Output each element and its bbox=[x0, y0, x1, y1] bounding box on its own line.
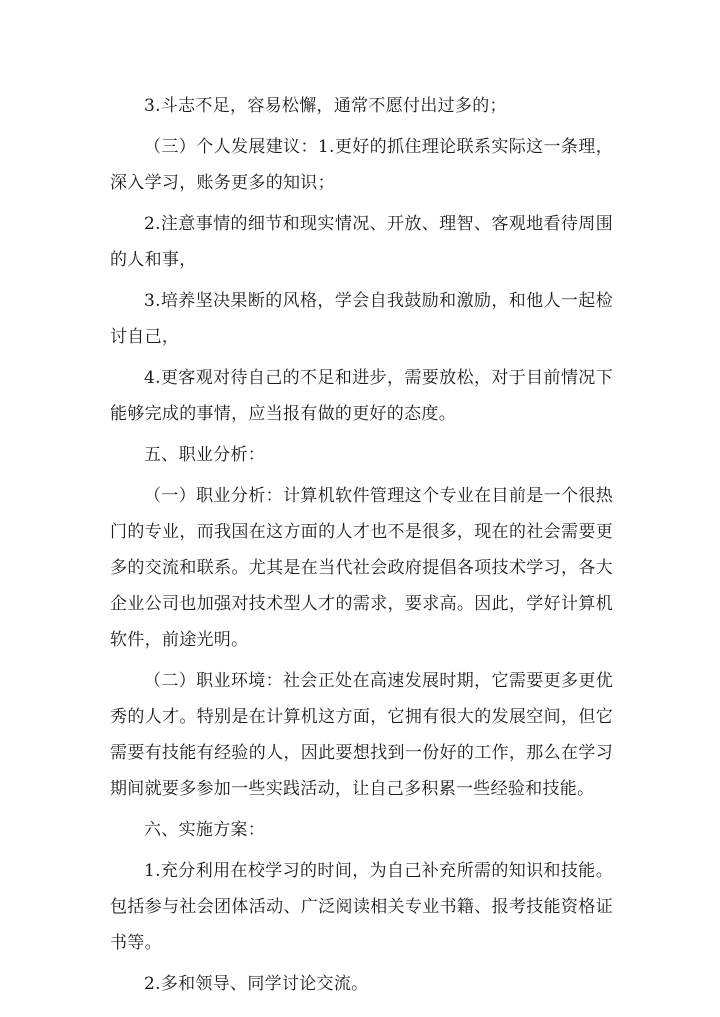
paragraph-advice-3: 3.培养坚决果断的风格，学会自我鼓励和激励，和他人一起检讨自己， bbox=[110, 291, 613, 347]
section-heading-career-analysis: 五、职业分析： bbox=[144, 445, 266, 465]
paragraph-implementation-2: 2.多和领导、同学讨论交流。 bbox=[144, 974, 369, 994]
paragraph-weakness-3: 3.斗志不足，容易松懈，通常不愿付出过多的； bbox=[144, 96, 507, 116]
paragraph-advice-4: 4.更客观对待自己的不足和进步，需要放松，对于目前情况下能够完成的事情，应当报有做的更好的态度。 bbox=[110, 368, 613, 424]
paragraph-advice-2: 2.注意事情的细节和现实情况、开放、理智、客观地看待周围的人和事， bbox=[110, 214, 613, 270]
document-body bbox=[110, 88, 613, 1002]
paragraph-career-analysis: （一）职业分析：计算机软件管理这个专业在目前是一个很热门的专业，而我国在这方面的人才也不是很多，现在的社会需要更多的交流和联系。尤其是在当代社会政府提倡各项技术学习，各大企业公司也加强对技术型人才的需求，要求高。因此，学好计算机软件，前途光明。 bbox=[110, 486, 613, 650]
paragraph-career-environment: （二）职业环境：社会正处在高速发展时期，它需要更多更优秀的人才。特别是在计算机这方面，它拥有很大的发展空间，但它需要有技能有经验的人，因此要想找到一份好的工作，那么在学习期间就要多参加一些实践活动，让自己多积累一些经验和技能。 bbox=[110, 671, 613, 799]
paragraph-development-advice: （三）个人发展建议：1.更好的抓住理论联系实际这一条理，深入学习，账务更多的知识； bbox=[110, 137, 613, 193]
section-heading-implementation: 六、实施方案： bbox=[144, 820, 266, 840]
paragraph-implementation-1: 1.充分利用在校学习的时间，为自己补充所需的知识和技能。包括参与社会团体活动、广泛阅读相关专业书籍、报考技能资格证书等。 bbox=[110, 861, 613, 953]
